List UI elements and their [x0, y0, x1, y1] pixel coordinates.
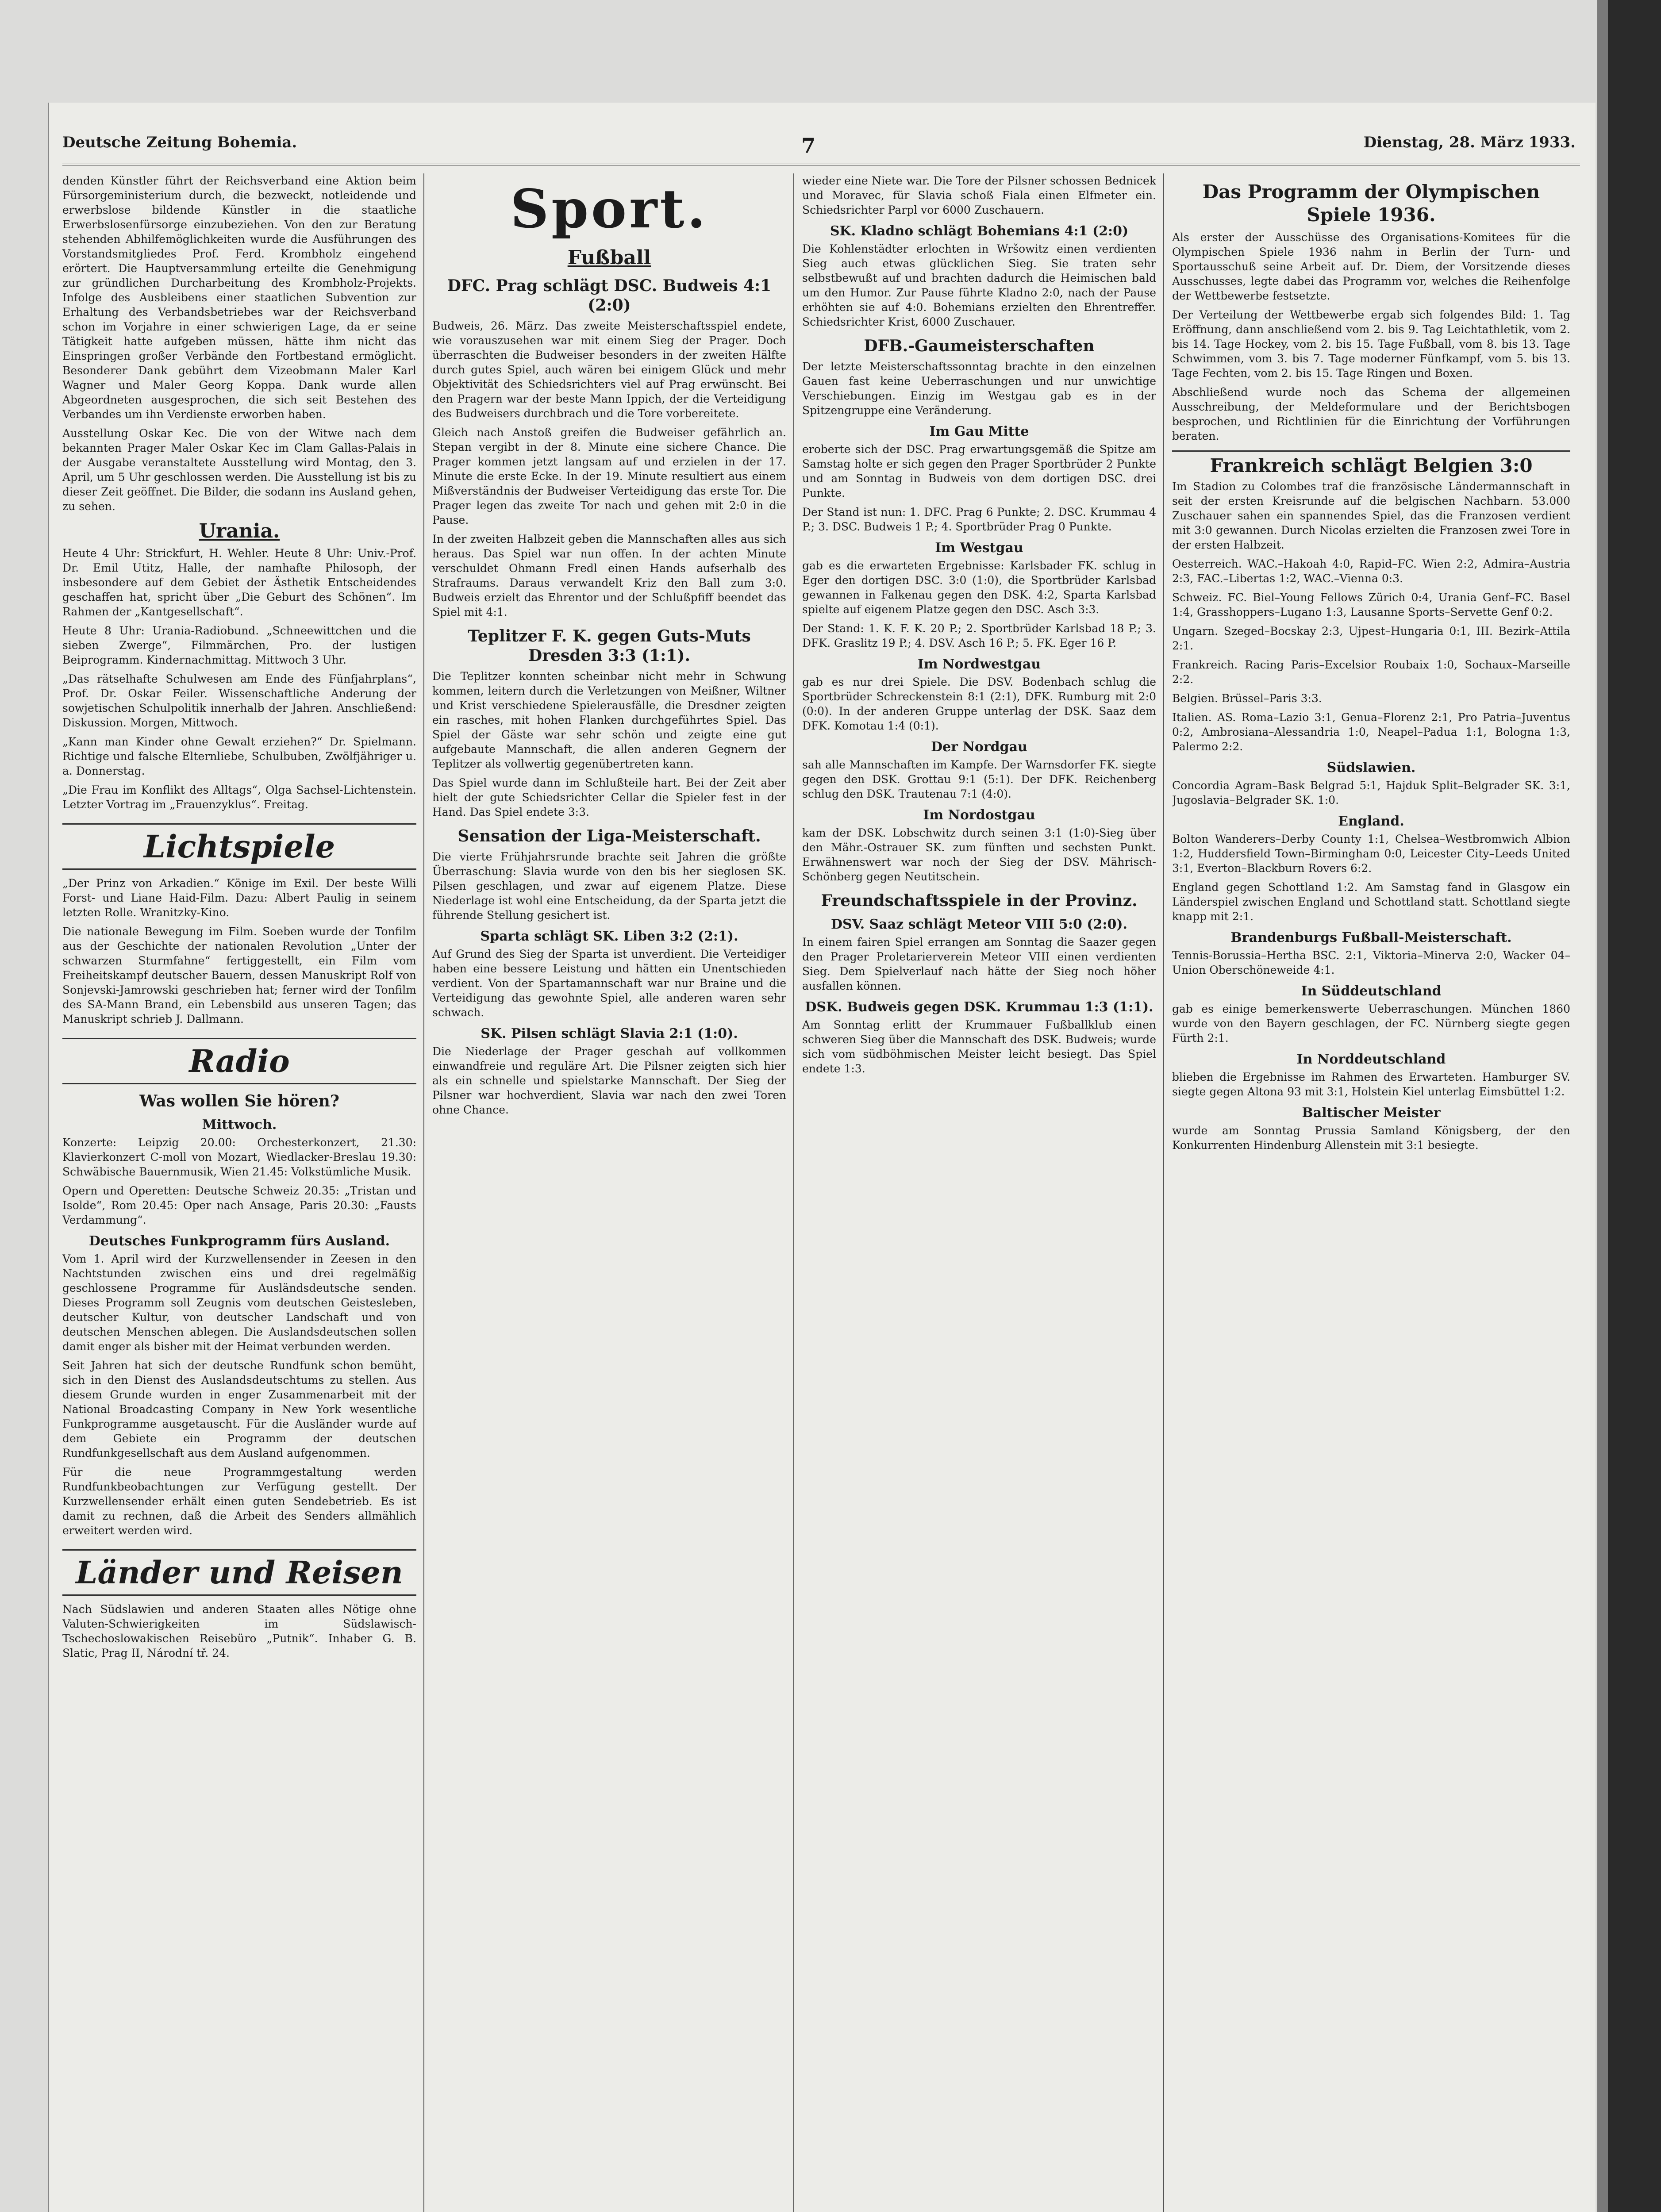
- column-2: [432, 173, 786, 2212]
- article-headline: Sensation der Liga-Meisterschaft.: [458, 827, 761, 845]
- region-heading: Im Nordwestgau: [917, 657, 1041, 672]
- results-text: Tennis-Borussia–Hertha BSC. 2:1, Viktoria–Minerva 2:0, Wacker 04–Union Oberschöneweide 4:1.: [1172, 949, 1570, 976]
- results-text: Bolton Wanderers–Derby County 1:1, Chelsea–Westbromwich Albion 1:2, Huddersfield Town–Birmingham 0:0, Leicester City–Leeds United 3:1, Everton–Blackburn Rovers 6:2.: [1172, 833, 1570, 875]
- article-text: wieder eine Niete war. Die Tore der Pilsner schossen Bednicek und Moravec, für Slavia schoß Fiala einen Elfmeter ein. Schiedsrichter Parpl vor 6000 Zuschauern.: [802, 174, 1156, 216]
- article-text: Der Stand: 1. K. F. K. 20 P.; 2. Sportbrüder Karlsbad 18 P.; 3. DFK. Graslitz 19 P.; 4. DSV. Asch 16 P.; 5. FK. Eger 16 P.: [802, 622, 1156, 649]
- results-text: Oesterreich. WAC.–Hakoah 4:0, Rapid–FC. Wien 2:2, Admira–Austria 2:3, FAC.–Libertas 1:2, WAC.–Vienna 0:3.: [1172, 557, 1570, 585]
- article-text: Im Stadion zu Colombes traf die französische Ländermannschaft in seit der ersten Kreisrunde auf die belgischen Nachbarn. 53.000 Zuschauer sahen ein spannendes Spiel, das die Franzosen verdient mit 3:0 gewannen. Durch Nicolas erzielten die Franzosen zwei Tore in der ersten Halbzeit.: [1172, 480, 1570, 551]
- article-text: gab es einige bemerkenswerte Ueberraschungen. München 1860 wurde von den Bayern geschlagen, der FC. Nürnberg siegte gegen Fürth 2:1.: [1172, 1002, 1570, 1045]
- article-text: Die Kohlenstädter erlochten in Wršowitz einen verdienten Sieg auch etwas glücklichen Sieg. Sie traten sehr selbstbewußt auf und brachten dadurch die Heimischen bald um den Humor. Zur Pause führte Kladno 2:0, nach der Pause erhöhten sie auf 4:0. Bohemians erzielten den Ehrentreffer. Schiedsrichter Krist, 6000 Zuschauer.: [802, 242, 1156, 328]
- article-text: Als erster der Ausschüsse des Organisations-Komitees für die Olympischen Spiele 1936 nahm in Berlin der Turn- und Sportausschuß seine Arbeit auf. Dr. Diem, der Vorsitzende dieses Ausschusses, legte dabei das Programm vor, welches die Reihenfolge der Wettbewerbe festsetzte.: [1172, 231, 1570, 302]
- results-text: Concordia Agram–Bask Belgrad 5:1, Hajduk Split–Belgrader SK. 3:1, Jugoslavia–Belgrader SK. 1:0.: [1172, 779, 1570, 806]
- results-text: Belgien. Brüssel–Paris 3:3.: [1172, 692, 1322, 705]
- article-subheadline: SK. Pilsen schlägt Slavia 2:1 (1:0).: [481, 1026, 738, 1041]
- article-subheadline: DSK. Budweis gegen DSK. Krummau 1:3 (1:1).: [805, 999, 1153, 1015]
- region-heading: Im Westgau: [935, 540, 1023, 556]
- article-text: Gleich nach Anstoß greifen die Budweiser gefährlich an. Stepan vergibt in der 8. Minute eine sichere Chance. Die Prager kommen jetzt langsam auf und erzielen in der 17. Minute die erste Ecke. In der 19. Minute resultiert aus einem Mißverständnis der Budweiser Verteidigung das erste Tor. Die Prager legen das zweite Tor nach und gehen mit 2:0 in die Pause.: [432, 426, 786, 526]
- article-text: Konzerte: Leipzig 20.00: Orchesterkonzert, 21.30: Klavierkonzert C-moll von Mozart, Wiedlacker-Breslau 19.30: Schwäbische Bauernmusik, Wien 21.45: Volkstümliche Musik.: [62, 1136, 416, 1178]
- region-heading: England.: [1338, 814, 1404, 829]
- article-headline: DFB.-Gaumeisterschaften: [864, 337, 1095, 355]
- article-text: Heute 8 Uhr: Urania-Radiobund. „Schneewittchen und die sieben Zwerge“, Filmmärchen, Pro. der lustigen Beiprogramm. Kindernachmittag. Mittwoch 3 Uhr.: [62, 624, 416, 666]
- page-header: [62, 134, 1576, 160]
- article-text: Am Sonntag erlitt der Krummauer Fußballklub einen schweren Sieg über die Mannschaft des DSK. Budweis; wurde sich vom südböhmischen Meister leicht besiegt. Das Spiel endete 1:3.: [802, 1018, 1156, 1075]
- column-divider: [1163, 173, 1164, 2212]
- article-text: „Die Frau im Konflikt des Alltags“, Olga Sachsel-Lichtenstein. Letzter Vortrag im „Frauenzyklus“. Freitag.: [62, 783, 416, 811]
- article-text: Die Teplitzer konnten scheinbar nicht mehr in Schwung kommen, leitern durch die Verletzungen von Meißner, Wiltner und Krist verschiedene Spielerausfälle, die Dresdner zeigten ein rasches, mit hohen Flanken durchgeführtes Spiel. Das Spiel der Gäste war sehr schön und zeigte eine gut aufgebaute Mannschaft, die allen anderen Gegnern der Teplitzer als vollwertig gegenübertreten kann.: [432, 670, 786, 770]
- column-4: [1172, 173, 1570, 2212]
- article-text: Ausstellung Oskar Kec. Die von der Witwe nach dem bekannten Prager Maler Oskar Kec im Clam Gallas-Palais in der Ausgabe veranstaltete Ausstellung wird Montag, den 3. April, um 5 Uhr geschlossen werden. Die Ausstellung ist bis zu dieser Zeit geöffnet. Die Bilder, die sodann ins Ausland gehen, zu sehen.: [62, 427, 416, 513]
- section-heading-urania: Urania.: [199, 520, 280, 542]
- article-text: Auf Grund des Sieg der Sparta ist unverdient. Die Verteidiger haben eine bessere Leistung und hätten ein Unentschieden verdient. Von der Spartamannschaft war nur Braine und die Verteidigung das gewohnte Spiel, alle anderen waren sehr schwach.: [432, 948, 786, 1019]
- article-text: England gegen Schottland 1:2. Am Samstag fand in Glasgow ein Länderspiel zwischen England und Schottland statt. Schottland siegte knapp mit 2:1.: [1172, 881, 1570, 923]
- article-text: Abschließend wurde noch das Schema der allgemeinen Ausschreibung, der Meldeformulare und der Berichtsbogen besprochen, und Richtlinien für die Einrichtung der Vorführungen beraten.: [1172, 386, 1570, 442]
- article-subheadline: SK. Kladno schlägt Bohemians 4:1 (2:0): [830, 223, 1129, 239]
- article-text: denden Künstler führt der Reichsverband eine Aktion beim Fürsorgeministerium durch, die bezweckt, notleidende und erwerbslose bildende Künstler in die staatliche Erwerbslosenfürsorge einzubeziehen. Von den zur Beratung stehenden Abhilfemöglichkeiten wurde die Ausführungen des Vorstandsmitgliedes Prof. Ferd. Krombholz eingehend erörtert. Die Hauptversammlung erteilte die Genehmigung zur gründlichen Durcharbeitung des Krombholz-Projekts. Infolge des Ausbleibens einer staatlichen Subvention zur Erhaltung des Verbandsbetriebes war der Reichsverband schon im Vorjahre in einer schwierigen Lage, da er seine Tätigkeit hatte aufgeben müssen, hätte ihm nicht das Einspringen großer Verbände den Fortbestand ermöglicht. Besonderer Dank gebührt dem Vizeobmann Maler Karl Wagner und Maler Georg Koppa. Dank wurde allen Abgeordneten ausgesprochen, die sich seit Bestehen des Verbandes um ihn Verdienste erworben haben.: [62, 174, 416, 421]
- article-text: Vom 1. April wird der Kurzwellensender in Zeesen in den Nachtstunden zwischen eins und drei regelmäßig geschlossene Programme für Ausländsdeutsche senden. Dieses Programm soll Zeugnis vom deutschen Geistesleben, deutscher Kultur, von deutscher Landschaft und von deutschen Menschen ablegen. Die Auslandsdeutschen sollen damit enger als bisher mit der Heimat verbunden werden.: [62, 1252, 416, 1353]
- region-heading: Baltischer Meister: [1302, 1105, 1441, 1121]
- article-text: sah alle Mannschaften im Kampfe. Der Warnsdorfer FK. siegte gegen den DSK. Grottau 9:1 (5:1). Der DFK. Reichenberg schlug den DSK. Trautenau 7:1 (4:0).: [802, 758, 1156, 800]
- scan-edge: [1608, 0, 1661, 2212]
- results-text: Italien. AS. Roma–Lazio 3:1, Genua–Florenz 2:1, Pro Patria–Juventus 0:2, Ambrosiana–Alessandria 1:0, Neapel–Padua 1:1, Bologna 1:3, Palermo 2:2.: [1172, 711, 1570, 753]
- article-text: gab es die erwarteten Ergebnisse: Karlsbader FK. schlug in Eger den dortigen DSC. 3:0 (1:0), die Sportbrüder Karlsbad gewannen in Falkenau gegen den DSK. 4:2, Sparta Karlsbad spielte auf eigenem Platze gegen den DSC. Asch 3:3.: [802, 559, 1156, 616]
- article-text: Heute 4 Uhr: Strickfurt, H. Wehler. Heute 8 Uhr: Univ.-Prof. Dr. Emil Utitz, Halle, der namhafte Philosoph, der insbesondere auf dem Gebiet der Ästhetik Entscheidendes geschaffen hat, spricht über „Die Geburt des Schönen“. Im Rahmen der „Kantgesellschaft“.: [62, 547, 416, 618]
- column-3: [802, 173, 1156, 2212]
- column-divider: [423, 173, 424, 2212]
- article-headline: Freundschaftsspiele in der Provinz.: [821, 891, 1138, 910]
- region-heading: In Süddeutschland: [1301, 983, 1442, 999]
- article-subheadline: Sparta schlägt SK. Liben 3:2 (2:1).: [480, 929, 738, 944]
- article-text: kam der DSK. Lobschwitz durch seinen 3:1 (1:0)-Sieg über den Mähr.-Ostrauer SK. zum fünften und sechsten Punkt. Erwähnenswert war noch der Sieg der DSV. Mährisch-Schönberg gegen Neutitschein.: [802, 826, 1156, 883]
- article-headline: Das Programm der Olympischen Spiele 1936.: [1202, 181, 1540, 226]
- article-text: Der letzte Meisterschaftssonntag brachte in den einzelnen Gauen fast keine Ueberraschungen und nur unwichtige Verschiebungen. Einzig im Westgau gab es in der Spitzengruppe eine Veränderung.: [802, 360, 1156, 417]
- article-text: Seit Jahren hat sich der deutsche Rundfunk schon bemüht, sich in den Dienst des Auslandsdeutschtums zu stellen. Aus diesem Grunde wurden in enger Zusammenarbeit mit der National Broadcasting Company in New York wesentliche Funkprogramme ausgetauscht. Für die Ausländer wurde auf dem Gebiete ein Programm der deutschen Rundfunkgesellschaft aus dem Ausland aufgenommen.: [62, 1359, 416, 1459]
- column-1: [62, 173, 416, 2212]
- page-number: 7: [801, 134, 816, 157]
- article-text: eroberte sich der DSC. Prag erwartungsgemäß die Spitze am Samstag holte er sich gegen den Prager Sportbrüder 2 Punkte und am Sonntag in Budweis von dem dortigen DSC. drei Punkte.: [802, 443, 1156, 499]
- article-text: Das Spiel wurde dann im Schlußteile hart. Bei der Zeit aber hielt der gute Schiedsrichter Cellar die Spieler fest in der Hand. Das Spiel endete 3:3.: [432, 776, 786, 818]
- article-text: Budweis, 26. März. Das zweite Meisterschaftsspiel endete, wie vorauszusehen war mit einem Sieg der Prager. Doch überraschten die Budweiser besonders in der zweiten Hälfte durch gutes Spiel, auch wären bei einigem Glück und mehr Objektivität des Schiedsrichters viel auf Prag erwünscht. Bei den Pragern war der beste Mann Ippich, der die Verteidigung des Budweisers durchbrach und die Tore vorbereitete.: [432, 319, 786, 420]
- article-text: Für die neue Programmgestaltung werden Rundfunkbeobachtungen zur Verfügung gestellt. Der Kurzwellensender erhält einen guten Sendebetrieb. Es ist damit zu rechnen, daß die Arbeit des Senders allmählich erweitert werden wird.: [62, 1466, 416, 1537]
- article-text: „Das rätselhafte Schulwesen am Ende des Fünfjahrplans“, Prof. Dr. Oskar Feiler. Wissenschaftliche Anderung der sowjetischen Schulpolitik innerhalb der Jahren. Anschließend: Diskussion. Morgen, Mittwoch.: [62, 672, 416, 729]
- football-heading: Fußball: [567, 246, 651, 269]
- masthead-name: Deutsche Zeitung Bohemia.: [62, 134, 297, 151]
- article-text: wurde am Sonntag Prussia Samland Königsberg, der den Konkurrenten Hindenburg Allenstein mit 3:1 besiegte.: [1172, 1124, 1570, 1152]
- radio-day: Mittwoch.: [202, 1117, 277, 1133]
- results-text: Frankreich. Racing Paris–Excelsior Roubaix 1:0, Sochaux–Marseille 2:2.: [1172, 658, 1570, 686]
- region-heading: Im Nordostgau: [923, 807, 1035, 823]
- region-heading: Südslawien.: [1326, 760, 1416, 776]
- article-headline: Teplitzer F. K. gegen Guts-Muts Dresden 3:3 (1:1).: [468, 627, 751, 665]
- region-heading: In Norddeutschland: [1296, 1052, 1446, 1067]
- section-heading-travel: Länder und Reisen: [62, 1549, 416, 1596]
- column-divider: [793, 173, 794, 2212]
- issue-date: Dienstag, 28. März 1933.: [1363, 134, 1576, 151]
- section-heading-radio: Radio: [62, 1038, 416, 1084]
- sport-title: Sport.: [510, 178, 708, 240]
- article-text: Die Niederlage der Prager geschah auf vollkommen einwandfreie und reguläre Art. Die Pilsner zeigten sich hier als ein schnelle und spielstarke Mannschaft. Der Sieg der Pilsner war hochverdient, Slavia war nach den zwei Toren ohne Chance.: [432, 1045, 786, 1116]
- article-headline: DFC. Prag schlägt DSC. Budweis 4:1 (2:0): [447, 276, 772, 315]
- funk-heading: Deutsches Funkprogramm fürs Ausland.: [88, 1233, 390, 1249]
- article-text: „Der Prinz von Arkadien.“ Könige im Exil. Der beste Willi Forst- und Liane Haid-Film. Dazu: Albert Paulig in seinem letzten Rolle. Wranitzky-Kino.: [62, 877, 416, 919]
- article-text: Die nationale Bewegung im Film. Soeben wurde der Tonfilm aus der Geschichte der nationalen Revolution „Unter der schwarzen Sturmfahne“ fertiggestellt, ein Film vom Freiheitskampf deutscher Bauern, dessen Manuskript Rolf von Sonjevski-Jamrowski geschrieben hat; ferner wird der Tonfilm des SA-Mann Brand, ein Lebensbild aus unseren Tagen; das Manuskript schrieb J. Dallmann.: [62, 925, 416, 1025]
- article-text: In einem fairen Spiel errangen am Sonntag die Saazer gegen den Prager Proletarierverein Meteor VIII einen verdienten Sieg. Dem Spielverlauf nach hätte der Sieg noch höher ausfallen können.: [802, 936, 1156, 992]
- article-text: Die vierte Frühjahrsrunde brachte seit Jahren die größte Überraschung: Slavia wurde von den bis her sieglosen SK. Pilsen geschlagen, und zwar auf eigenem Platze. Diese Niederlage ist wohl eine Entscheidung, da der Sparta jetzt die führende Stellung gesichert ist.: [432, 850, 786, 922]
- scan-edge-shadow: [1597, 0, 1608, 2212]
- section-heading-cinema: Lichtspiele: [62, 823, 416, 870]
- region-heading: Brandenburgs Fußball-Meisterschaft.: [1230, 930, 1512, 945]
- article-headline: Frankreich schlägt Belgien 3:0: [1172, 450, 1570, 476]
- article-text: Nach Südslawien und anderen Staaten alles Nötige ohne Valuten-Schwierigkeiten im Südslawisch-Tschechoslowakischen Reisebüro „Putnik“. Inhaber G. B. Slatic, Prag II, Národní tř. 24.: [62, 1603, 416, 1659]
- article-subheadline: DSV. Saaz schlägt Meteor VIII 5:0 (2:0).: [831, 917, 1127, 932]
- results-text: Ungarn. Szeged–Bocskay 2:3, Ujpest–Hungaria 0:1, III. Bezirk–Attila 2:1.: [1172, 625, 1570, 652]
- region-heading: Der Nordgau: [931, 739, 1027, 755]
- results-text: Schweiz. FC. Biel–Young Fellows Zürich 0:4, Urania Genf–FC. Basel 1:4, Grasshoppers–Lugano 1:3, Lausanne Sports–Servette Genf 0:2.: [1172, 591, 1570, 618]
- header-rule: [62, 164, 1580, 165]
- radio-subheading: Was wollen Sie hören?: [139, 1092, 339, 1110]
- article-text: gab es nur drei Spiele. Die DSV. Bodenbach schlug die Sportbrüder Schreckenstein 8:1 (2:1), DFK. Rumburg mit 2:0 (0:0). In der anderen Gruppe unterlag der DSK. Saaz dem DFK. Komotau 1:4 (0:1).: [802, 676, 1156, 732]
- article-text: Der Verteilung der Wettbewerbe ergab sich folgendes Bild: 1. Tag Eröffnung, dann anschließend vom 2. bis 9. Tag Leichtathletik, vom 2. bis 14. Tage Hockey, vom 2. bis 15. Tage Fußball, vom 8. bis 13. Tage Schwimmen, vom 3. bis 7. Tage moderner Fünfkampf, vom 5. bis 13. Tage Fechten, vom 2. bis 15. Tage Ringen und Boxen.: [1172, 308, 1570, 380]
- article-text: In der zweiten Halbzeit geben die Mannschaften alles aus sich heraus. Das Spiel war nun offen. In der achten Minute verschuldet Ohmann Fredl einen Hands aufserhalb des Strafraums. Daraus verwandelt Kriz den Ball zum 3:0. Budweis erzielt das Ehrentor und der Schlußpfiff beendet das Spiel mit 4:1.: [432, 533, 786, 618]
- article-text: Opern und Operetten: Deutsche Schweiz 20.35: „Tristan und Isolde“, Rom 20.45: Oper nach Ansage, Paris 20.30: „Fausts Verdammung“.: [62, 1184, 416, 1226]
- article-text: blieben die Ergebnisse im Rahmen des Erwarteten. Hamburger SV. siegte gegen Altona 93 mit 3:1, Holstein Kiel unterlag Eimsbüttel 1:2.: [1172, 1071, 1570, 1098]
- article-text: Der Stand ist nun: 1. DFC. Prag 6 Punkte; 2. DSC. Krummau 4 P.; 3. DSC. Budweis 1 P.; 4. Sportbrüder Prag 0 Punkte.: [802, 506, 1156, 533]
- region-heading: Im Gau Mitte: [929, 424, 1029, 439]
- newspaper-page: [48, 103, 1596, 2212]
- article-text: „Kann man Kinder ohne Gewalt erziehen?“ Dr. Spielmann. Richtige und falsche Elternliebe, Schulbuben, Zwölfjähriger u. a. Donnerstag.: [62, 735, 416, 777]
